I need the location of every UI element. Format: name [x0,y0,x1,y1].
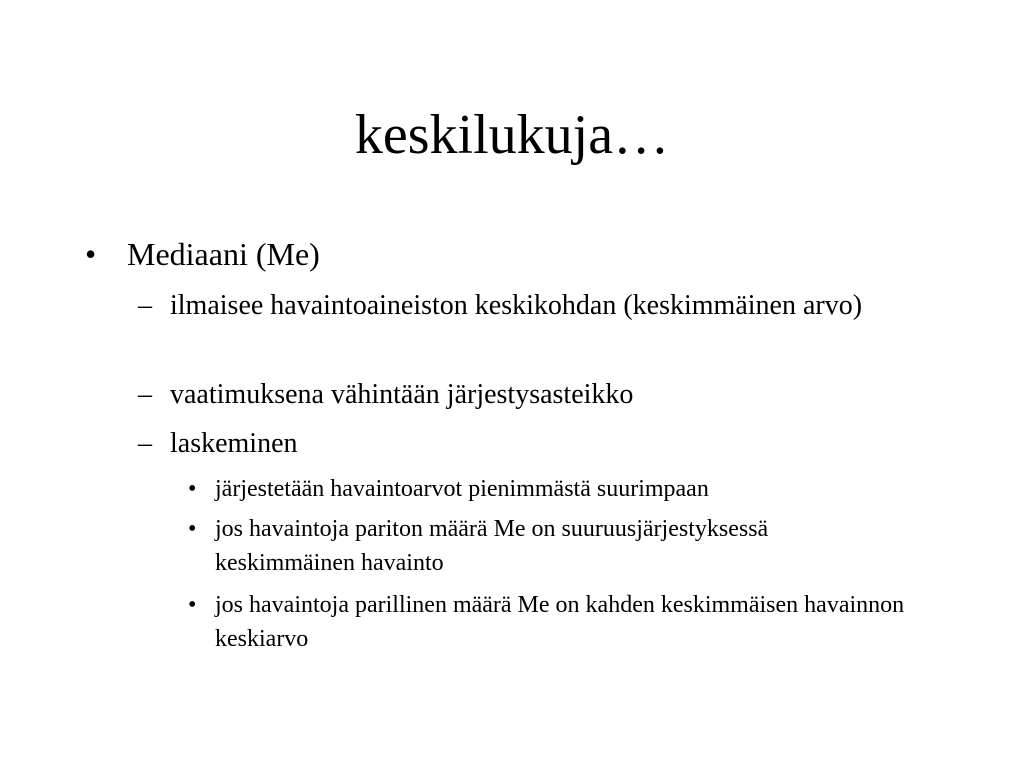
sub-bullet-text: laskeminen [170,428,298,459]
bullet-icon: • [188,592,197,618]
bullet-text: Mediaani (Me) [127,236,320,272]
bullet-icon: • [188,516,197,542]
bullet-icon: • [188,476,197,502]
sub-sub-bullet-text: jos havaintoja pariton määrä Me on suuruusjärjestyksessä keskimmäinen havainto [215,516,769,576]
dash-icon: – [138,428,152,459]
dash-icon: – [138,290,152,321]
sub-bullet-text: vaatimuksena vähintään järjestysasteikko [170,379,634,410]
sub-sub-bullet-text: järjestetään havaintoarvot pienimmästä suurimpaan [215,476,709,502]
dash-icon: – [138,379,152,410]
slide-title: keskilukuja… [354,104,670,166]
bullet-icon: • [85,236,97,272]
sub-sub-bullet-text: jos havaintoja parillinen määrä Me on kahden keskimmäisen havainnon keskiarvo [215,592,905,652]
sub-bullet-text: ilmaisee havaintoaineiston keskikohdan (keskimmäinen arvo) [170,290,863,321]
